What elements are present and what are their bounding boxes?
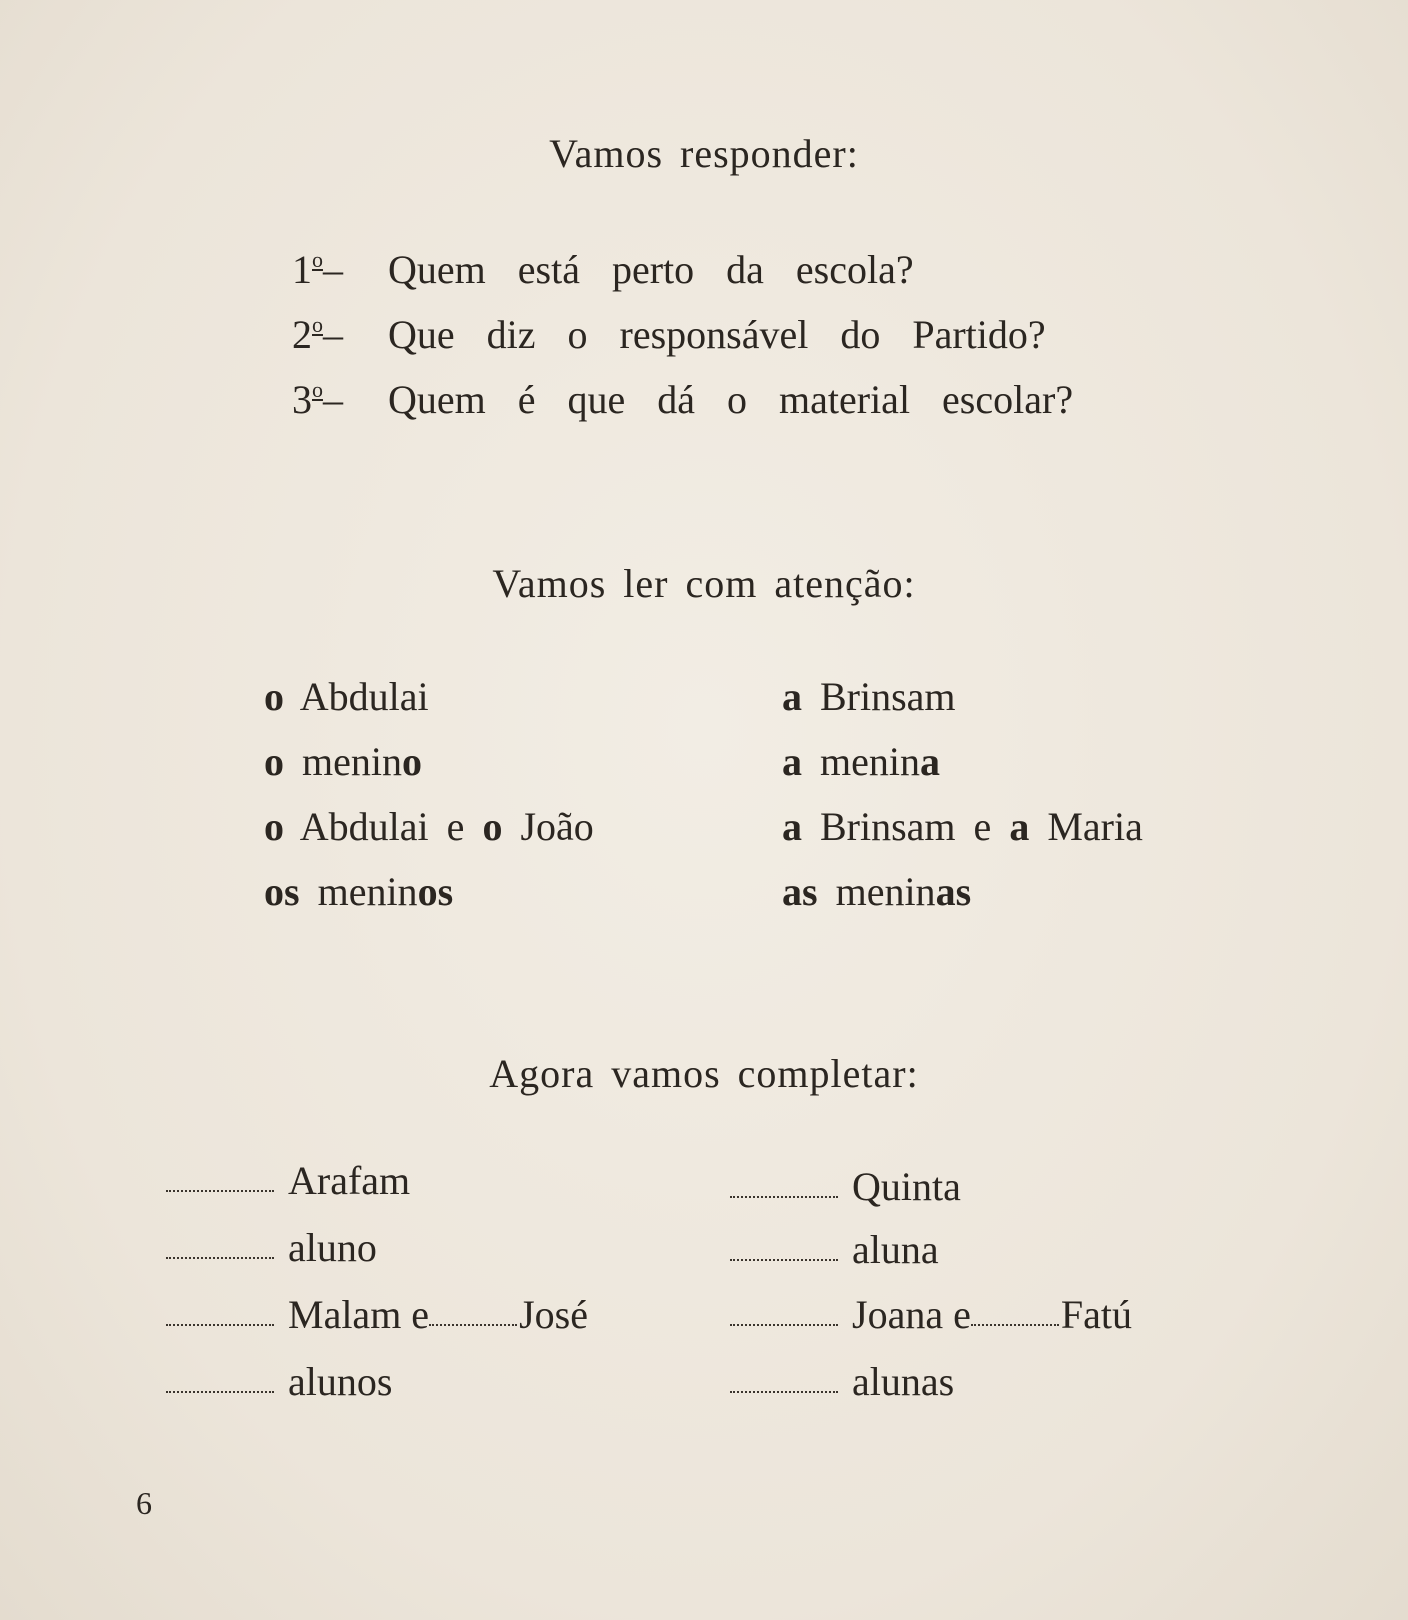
- fill-line: aluno: [166, 1224, 377, 1271]
- article-line: as meninas: [782, 869, 972, 914]
- blank-line[interactable]: [429, 1324, 517, 1326]
- fill-line: Arafam: [166, 1157, 410, 1204]
- section-title-responder: Vamos responder:: [549, 131, 859, 176]
- article-line: a menina: [782, 739, 940, 784]
- blank-line[interactable]: [166, 1190, 274, 1192]
- blank-line[interactable]: [166, 1257, 274, 1259]
- article-line: o Abdulai: [264, 674, 429, 719]
- blank-line[interactable]: [971, 1324, 1059, 1326]
- article-line: a Brinsam: [782, 674, 956, 719]
- blank-line[interactable]: [730, 1391, 838, 1393]
- question-1: 1$^o$– Quem está perto da escola?: [292, 247, 914, 292]
- article-line: a Brinsam e a Maria: [782, 804, 1143, 849]
- section-title-ler: Vamos ler com atenção:: [492, 561, 916, 606]
- blank-line[interactable]: [166, 1324, 274, 1326]
- fill-line: Quinta: [730, 1163, 961, 1210]
- blank-line[interactable]: [730, 1259, 838, 1261]
- article-line: o Abdulai e o João: [264, 804, 594, 849]
- blank-line[interactable]: [730, 1324, 838, 1326]
- blank-line[interactable]: [730, 1196, 838, 1198]
- page-number: 6: [136, 1485, 152, 1521]
- fill-line: Joana e Fatú: [730, 1291, 1132, 1338]
- article-line: o menino: [264, 739, 422, 784]
- fill-line: alunas: [730, 1358, 954, 1405]
- question-3: 3$^o$– Quem é que dá o material escolar?: [292, 377, 1074, 422]
- fill-line: alunos: [166, 1358, 392, 1405]
- article-line: os meninos: [264, 869, 454, 914]
- blank-line[interactable]: [166, 1391, 274, 1393]
- section-title-completar: Agora vamos completar:: [489, 1051, 919, 1096]
- fill-line: Malam e José: [166, 1291, 588, 1338]
- fill-line: aluna: [730, 1226, 939, 1273]
- question-2: 2$^o$– Que diz o responsável do Partido?: [292, 312, 1046, 357]
